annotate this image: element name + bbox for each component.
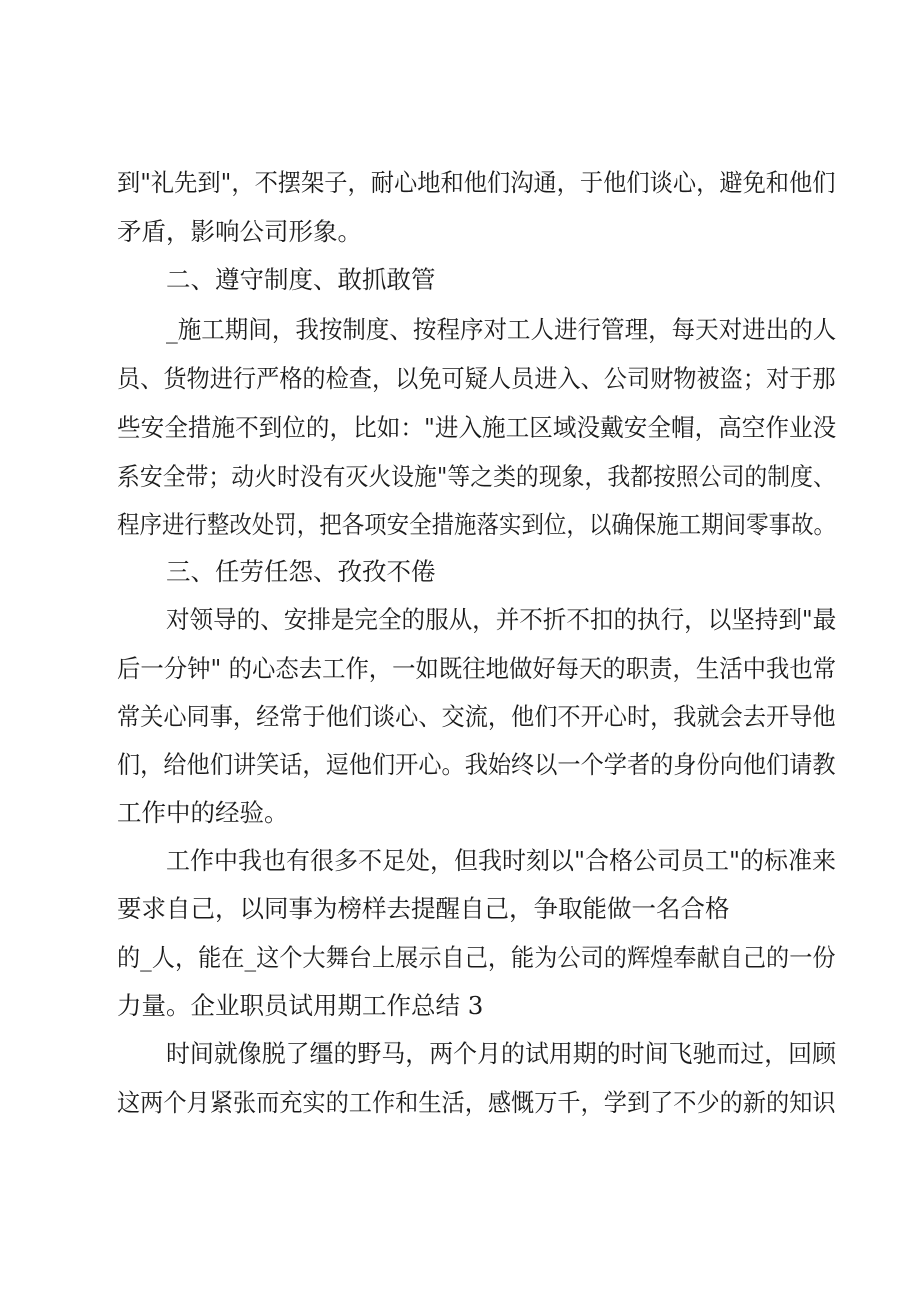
- section-heading: 三、任劳任怨、孜孜不倦: [166, 557, 436, 586]
- text-line: 后一分钟" 的心态去工作，一如既往地做好每天的职责，生活中我也常: [117, 654, 837, 683]
- paragraph-first-line: _施工期间，我按制度、按程序对工人进行管理，每天对进出的人: [166, 315, 837, 344]
- paragraph-first-line: 对领导的、安排是完全的服从，并不折不扣的执行，以坚持到"最: [166, 605, 837, 634]
- text-line: 要求自己，以同事为榜样去提醒自己，争取能做一名合格: [117, 894, 730, 923]
- paragraph-first-line: 工作中我也有很多不足处，但我时刻以"合格公司员工"的标准来: [166, 846, 837, 875]
- section-heading: 二、遵守制度、敢抓敢管: [166, 265, 436, 294]
- text-line: 程序进行整改处罚，把各项安全措施落实到位，以确保施工期间零事故。: [117, 510, 837, 539]
- text-line: 常关心同事，经常于他们谈心、交流，他们不开心时，我就会去开导他: [117, 702, 836, 731]
- text-line: 工作中的经验。: [117, 798, 289, 827]
- text-line: 系安全带；动火时没有灭火设施"等之类的现象，我都按照公司的制度、: [117, 462, 836, 491]
- text-line: 到"礼先到"，不摆架子，耐心地和他们沟通，于他们谈心，避免和他们: [117, 168, 836, 197]
- text-line: 的_人，能在_这个大舞台上展示自己，能为公司的辉煌奉献自己的一份: [117, 943, 836, 972]
- paragraph-first-line: 时间就像脱了缰的野马，两个月的试用期的时间飞驰而过，回顾: [166, 1039, 837, 1068]
- text-line: 这两个月紧张而充实的工作和生活，感慨万千，学到了不少的新的知识: [117, 1088, 836, 1117]
- text-line: 矛盾，影响公司形象。: [117, 217, 362, 246]
- text-line: 力量。企业职员试用期工作总结 3: [117, 991, 484, 1020]
- text-line: 些安全措施不到位的，比如："进入施工区域没戴安全帽，高空作业没: [117, 413, 837, 442]
- text-line: 员、货物进行严格的检查，以免可疑人员进入、公司财物被盗；对于那: [117, 364, 836, 393]
- text-line: 们，给他们讲笑话，逗他们开心。我始终以一个学者的身份向他们请教: [117, 750, 836, 779]
